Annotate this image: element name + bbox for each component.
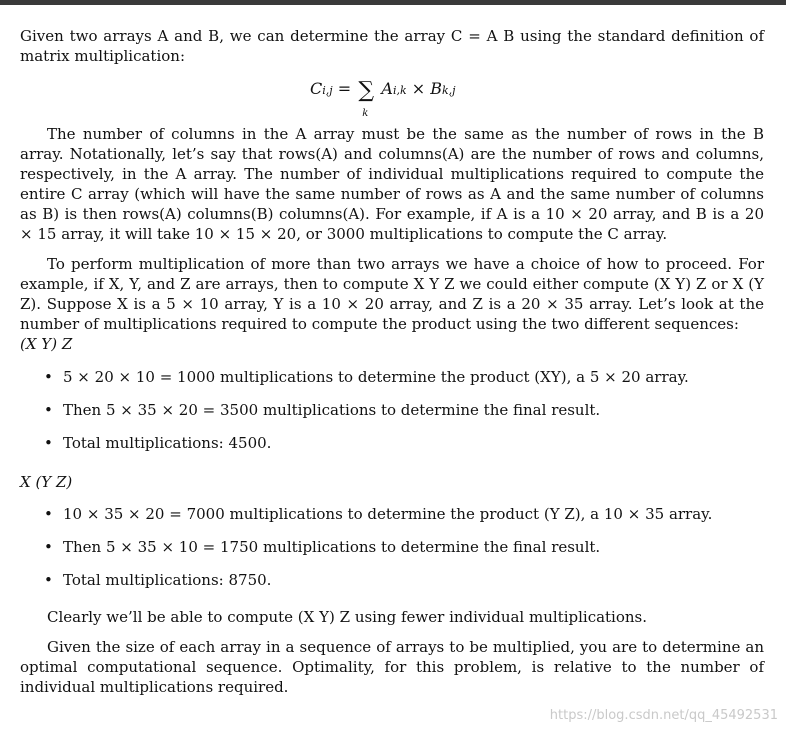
summation-index: k [362,108,369,119]
top-border [0,0,786,5]
sequence-2-heading: X (Y Z) [20,473,73,491]
formula-b-subscript: k,j [441,84,456,97]
matrix-multiplication-formula [20,66,764,124]
paragraph-conclusion: Clearly we’ll be able to compute (X Y) Z using fewer individual multiplications. [47,608,648,626]
problem-statement [20,26,764,697]
list-item: • Total multiplications: 4500. [44,434,272,452]
bullet-icon: • [44,538,53,556]
paragraph-columns: The number of columns in the A array must be the same as the number of rows in the B array. Notationally, let’s say that rows(A) and columns(A) are the number of rows and columns, respectively, in the A array. The number of individual multiplications required to compute the entire C array (which will have the same number of rows as A and the same number of columns as B) is then rows(A) columns(B) columns(A). For example, if A is a 10 × 20 array, and B is a 20 × 15 array, it will take 10 × 15 × 20, or 3000 multiplications to compute the C array. [20,125,764,243]
bullet-icon: • [44,505,53,523]
formula-a: A [381,79,393,98]
sequence-2-list [20,504,764,603]
formula-equals: = [337,79,352,98]
bullet-icon: • [44,434,53,452]
sequence-1-list [20,367,764,466]
list-item: • 10 × 35 × 20 = 7000 multiplications to determine the product (Y Z), a 10 × 35 array. [44,505,713,523]
list-item: • 5 × 20 × 10 = 1000 multiplications to determine the product (XY), a 5 × 20 array. [44,368,689,386]
paragraph-multiple-arrays: To perform multiplication of more than two arrays we have a choice of how to proceed. For example, if X, Y, and Z are arrays, then to compute X Y Z we could either compute (X Y) Z or X (Y Z). Suppose X is a 5 × 10 array, Y is a 10 × 20 array, and Z is a 20 × 35 array. Let’s look at the number of multiplications required to compute the product using the two different sequences: [20,255,764,333]
bullet-icon: • [44,571,53,589]
summation-symbol: ∑ [358,78,375,103]
list-item: • Then 5 × 35 × 10 = 1750 multiplications to determine the final result. [44,538,601,556]
watermark-text: https://blog.csdn.net/qq_45492531 [549,708,778,723]
formula-times: × [411,79,426,98]
sequence-1-heading: (X Y) Z [20,335,73,353]
paragraph-task: Given the size of each array in a sequence of arrays to be multiplied, you are to determine an optimal computational sequence. Optimality, for this problem, is relative to the number of individual multiplications required. [20,638,764,696]
intro-paragraph: Given two arrays A and B, we can determine the array C = A B using the standard definition of matrix multiplication: [20,27,764,65]
bullet-icon: • [44,401,53,419]
bullet-icon: • [44,368,53,386]
formula-lhs: C [310,79,323,98]
formula-a-subscript: i,k [392,84,407,97]
formula-b: B [430,79,442,98]
list-item: • Total multiplications: 8750. [44,571,272,589]
formula-lhs-subscript: i,j [322,84,333,97]
list-item: • Then 5 × 35 × 20 = 3500 multiplications to determine the final result. [44,401,601,419]
